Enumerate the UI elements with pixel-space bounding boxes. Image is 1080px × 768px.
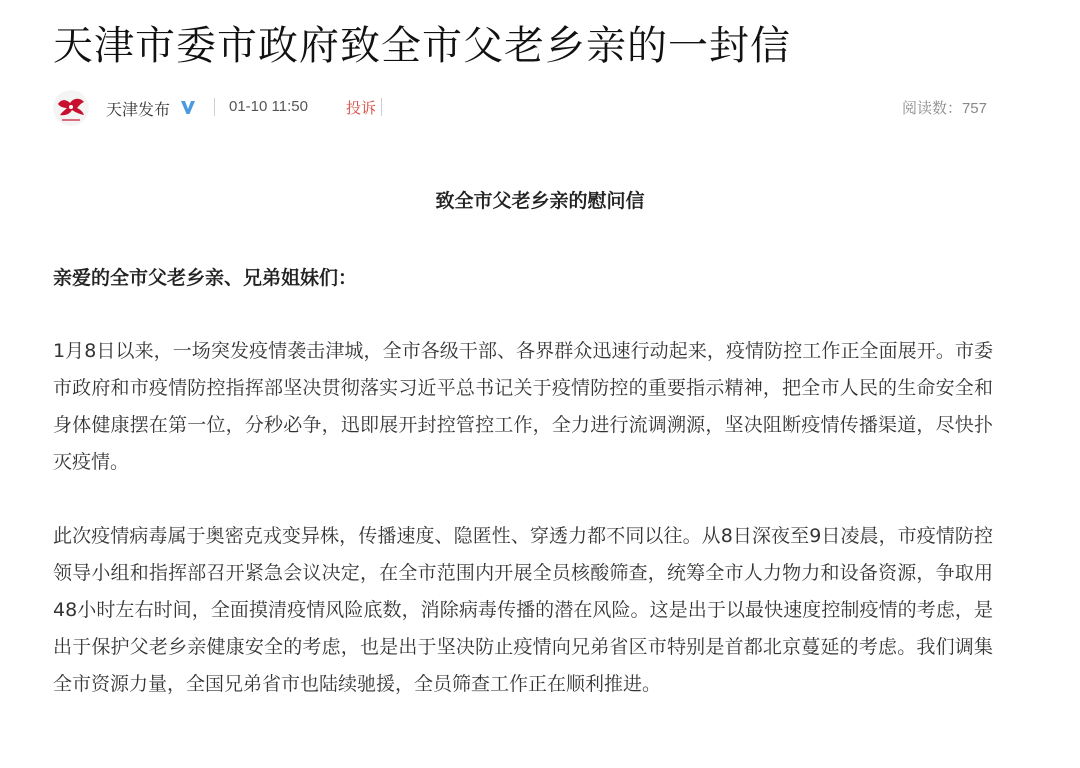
- read-count-label: 阅读数：: [901, 99, 962, 117]
- read-count: [902, 97, 987, 118]
- report-link[interactable]: 投诉: [346, 99, 377, 117]
- read-count-value: 757: [961, 100, 987, 117]
- meta-divider: [381, 98, 382, 116]
- publish-time: 01-10 11:50: [229, 98, 308, 115]
- verified-v-icon: [179, 98, 197, 116]
- article-title: 天津市委市政府致全市父老乡亲的一封信: [53, 23, 791, 69]
- article-meta-bar: [53, 90, 987, 124]
- author-avatar[interactable]: [53, 90, 89, 126]
- meta-divider: [214, 98, 215, 116]
- letter-heading: 致全市父老乡亲的慰问信: [435, 190, 645, 212]
- avatar-logo-icon: [53, 90, 89, 126]
- body-paragraph: 此次疫情病毒属于奥密克戎变异株，传播速度、隐匿性、穿透力都不同以往。从8日深夜至9日凌晨，市疫情防控领导小组和指挥部召开紧急会议决定，在全市范围内开展全员核酸筛查，统筹全市人力物力和设备资源，争取用48小时左右时间，全面摸清疫情风险底数，消除病毒传播的潜在风险。这是出于以最快速度控制疫情的考虑，是出于保护父老乡亲健康安全的考虑，也是出于坚决防止疫情向兄弟省区市特别是首都北京蔓延的考虑。我们调集全市资源力量，全国兄弟省市也陆续驰援，全员筛查工作正在顺利推进。: [53, 525, 993, 695]
- body-paragraph: 1月8日以来，一场突发疫情袭击津城，全市各级干部、各界群众迅速行动起来，疫情防控工作正全面展开。市委市政府和市疫情防控指挥部坚决贯彻落实习近平总书记关于疫情防控的重要指示精神，把全市人民的生命安全和身体健康摆在第一位，分秒必争，迅即展开封控管控工作，全力进行流调溯源，坚决阻断疫情传播渠道，尽快扑灭疫情。: [53, 340, 993, 473]
- letter-salutation: 亲爱的全市父老乡亲、兄弟姐妹们：: [53, 267, 358, 289]
- author-name[interactable]: 天津发布: [106, 100, 171, 119]
